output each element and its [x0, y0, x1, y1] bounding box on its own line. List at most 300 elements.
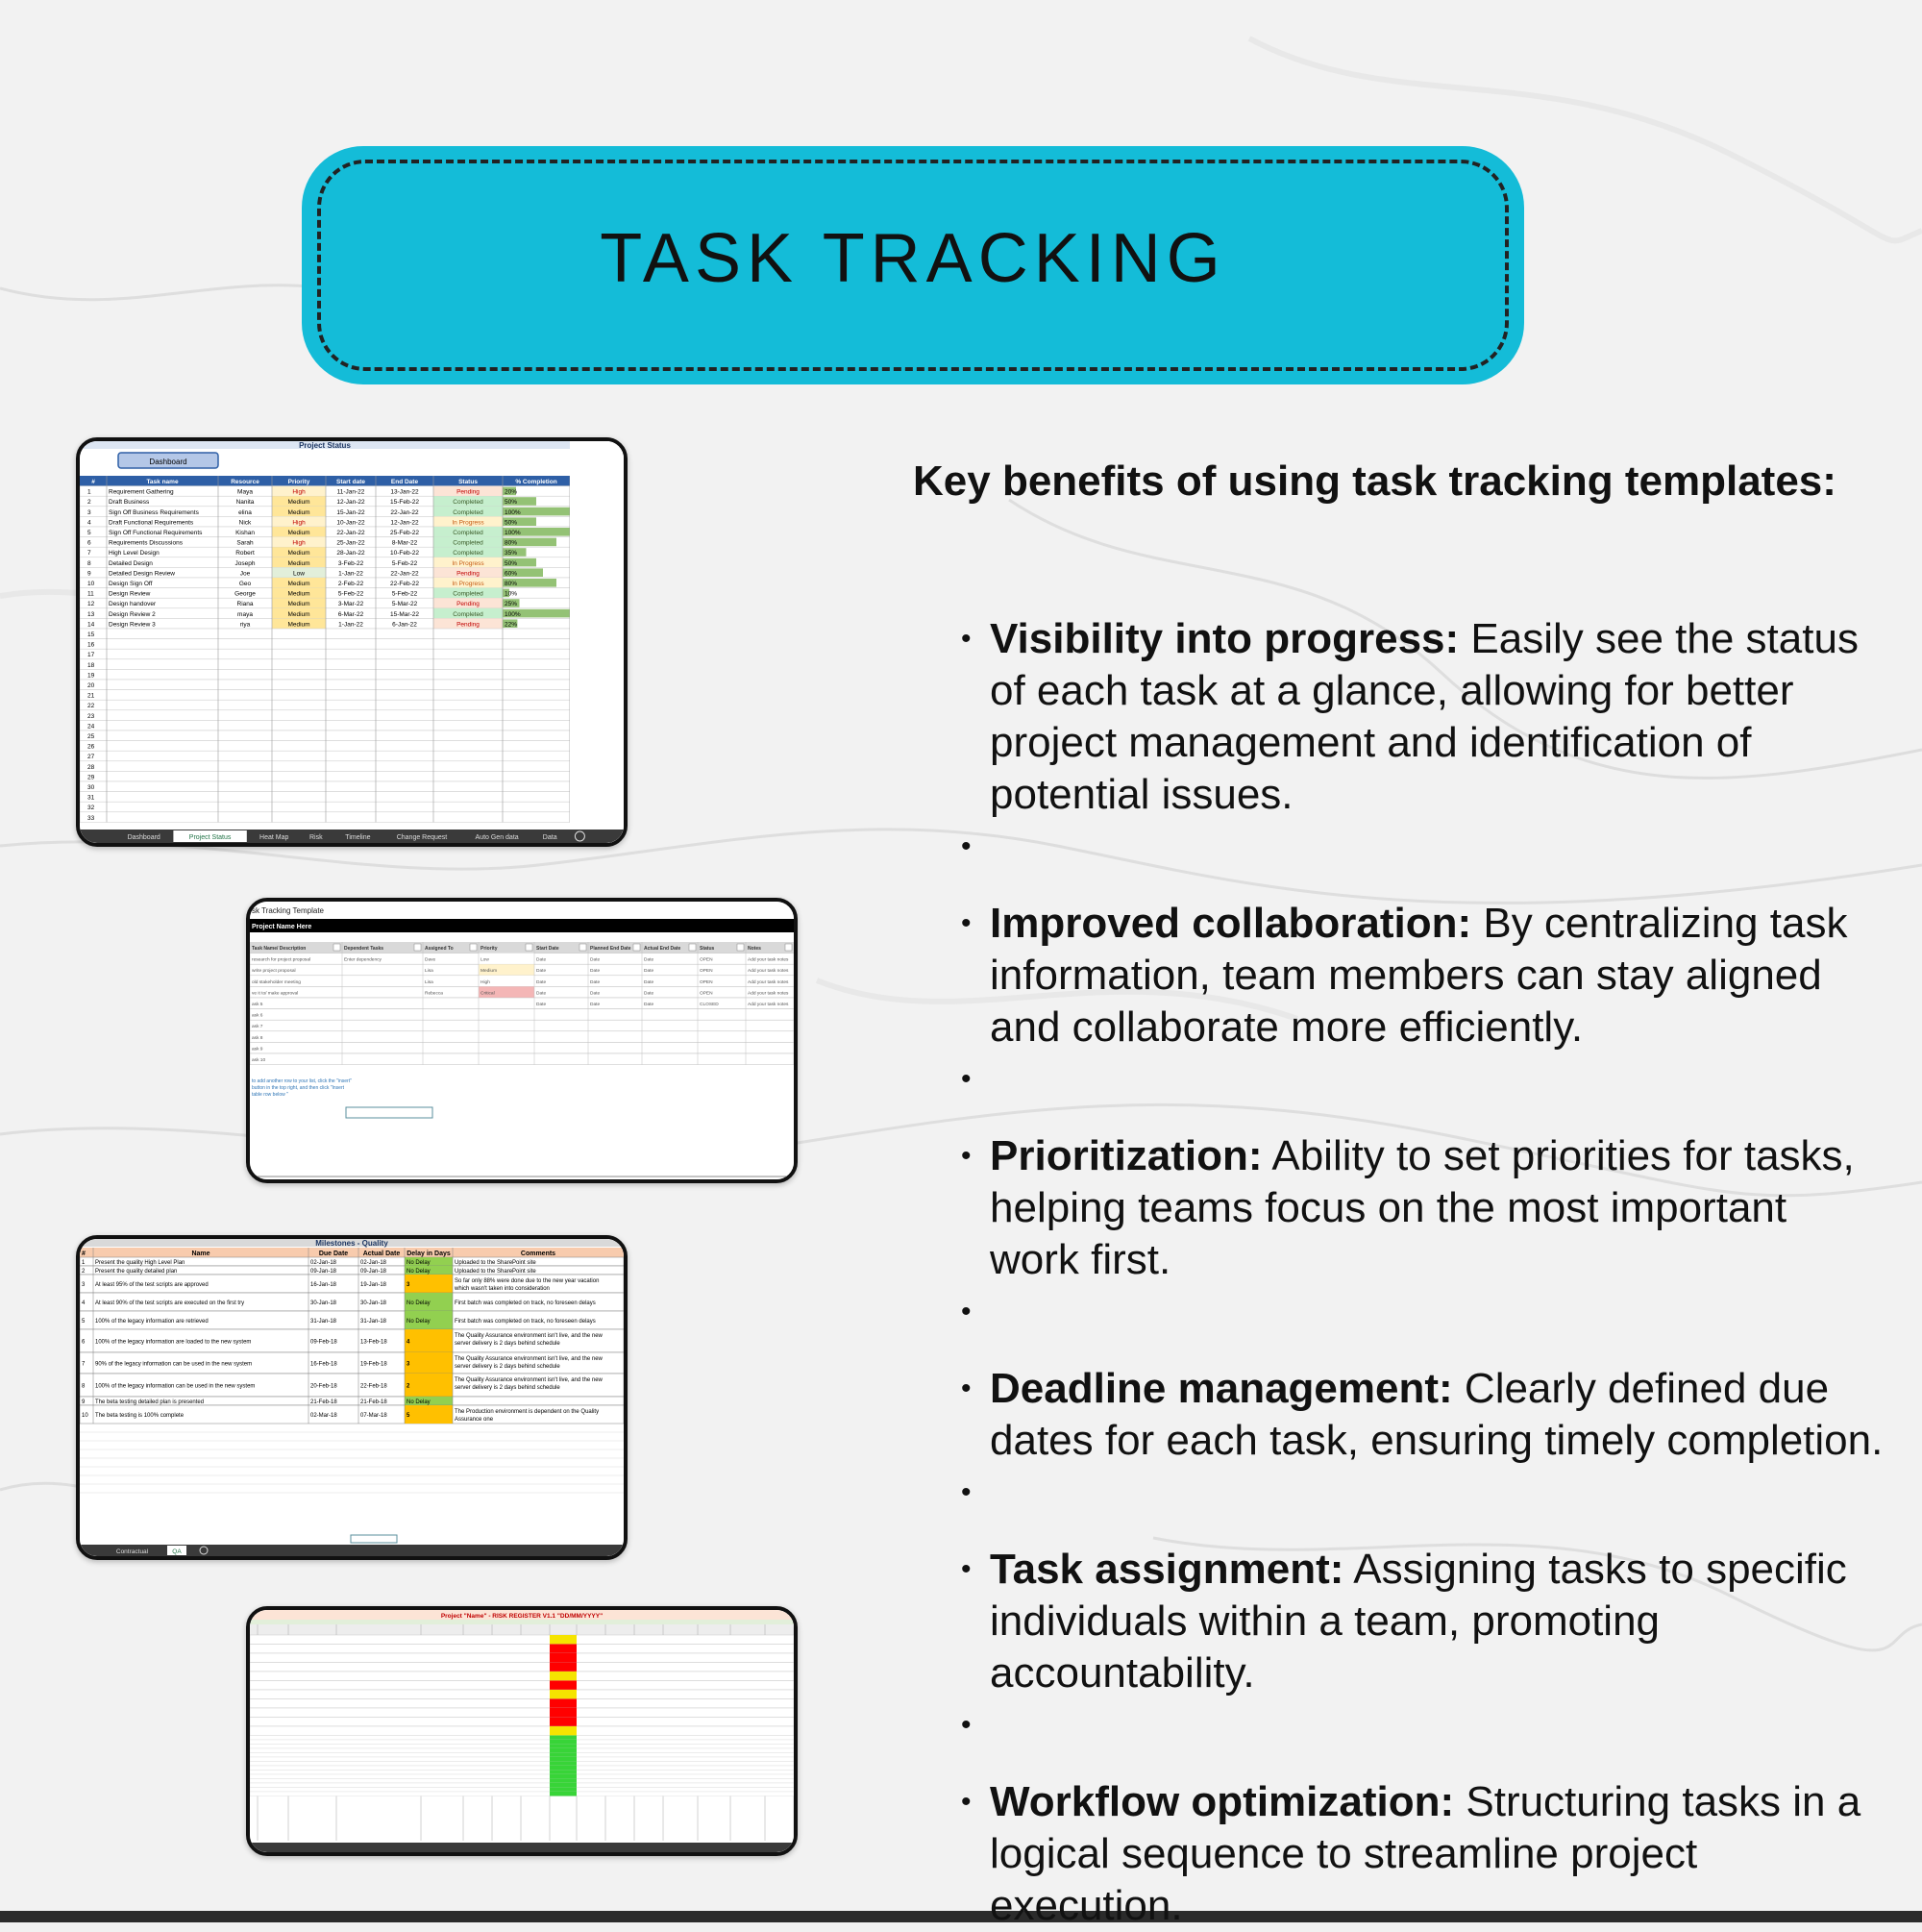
risk-rating-cell: [550, 1672, 577, 1681]
table-row: [250, 1726, 794, 1736]
table-cell: Rebecca: [425, 991, 443, 997]
table-row: [80, 751, 570, 761]
table-cell: 10-Feb-22: [390, 550, 419, 557]
delay-cell: [405, 1275, 453, 1293]
table-cell: Kishan: [235, 530, 255, 536]
table-cell: 09-Jan-18: [310, 1269, 337, 1275]
milestones-sheet: [80, 1239, 624, 1556]
table-cell: 5: [82, 1319, 86, 1325]
risk-rating-cell: [550, 1792, 577, 1796]
table-cell: 12-Jan-22: [390, 519, 419, 527]
table-cell: Critical: [480, 991, 495, 997]
table-cell: CLOSED: [700, 1003, 719, 1007]
table-cell: 6-Mar-22: [337, 610, 364, 618]
benefit-text: By centralizing task information, team members can stay aligned and collaborate more efficiently.: [990, 900, 1848, 1051]
table-row: [250, 1783, 794, 1788]
table-cell: 28-Jan-22: [336, 550, 365, 557]
table-cell: Nick: [238, 519, 252, 527]
table-cell: 15-Mar-22: [390, 610, 419, 618]
sheet-title: sk Tracking Template: [252, 906, 324, 915]
risk-rating-cell: [550, 1690, 577, 1699]
table-cell: 5: [87, 530, 91, 536]
table-cell: Riana: [236, 601, 254, 608]
table-cell: 5-Mar-22: [391, 601, 418, 608]
risk-rating-cell: [550, 1708, 577, 1718]
table-cell: 10: [87, 581, 95, 587]
table-cell: 100%: [505, 530, 521, 536]
row-number: 30: [87, 784, 95, 791]
table-cell: High: [292, 519, 306, 527]
table-row: [80, 639, 570, 650]
risk-rating-cell: [550, 1681, 577, 1691]
risk-rating-cell: [550, 1762, 577, 1767]
filter-dropdown-icon: [579, 944, 586, 951]
table-cell: Design Review: [109, 590, 151, 598]
table-cell: Lisa: [425, 969, 433, 975]
table-cell: No Delay: [407, 1319, 431, 1325]
table-cell: 7: [87, 550, 91, 557]
table-cell: The beta testing is 100% complete: [95, 1413, 185, 1419]
table-cell: Completed: [453, 539, 483, 547]
row-number: 29: [87, 774, 95, 781]
table-cell: server delivery is 2 days behind schedule: [455, 1341, 560, 1347]
empty-bullet: [961, 1699, 1884, 1751]
table-row: [250, 1762, 794, 1767]
filter-dropdown-icon: [526, 944, 532, 951]
table-cell: 16-Feb-18: [310, 1361, 337, 1368]
risk-rating-cell: [550, 1779, 577, 1784]
table-row: [250, 1690, 794, 1699]
table-cell: 4: [82, 1300, 86, 1306]
table-cell: 2: [82, 1269, 86, 1275]
table-cell: Sign Off Business Requirements: [109, 508, 199, 516]
page-title: TASK TRACKING: [600, 220, 1226, 297]
table-cell: 15-Jan-22: [336, 508, 365, 516]
table-row: [80, 771, 570, 781]
table-cell: Pending: [456, 570, 480, 578]
table-row: [250, 1053, 794, 1065]
risk-rating-cell: [550, 1699, 577, 1709]
table-row: [250, 1681, 794, 1691]
table-cell: 1: [87, 488, 91, 496]
column-header: #: [91, 479, 95, 485]
risk-rating-cell: [550, 1771, 577, 1775]
risk-rating-cell: [550, 1753, 577, 1758]
column-header: Delay in Days: [407, 1251, 451, 1257]
risk-register-screenshot: [246, 1606, 798, 1856]
table-cell: Requirement Gathering: [109, 488, 174, 496]
table-cell: Add your task notes: [748, 957, 789, 963]
table-cell: Add your task notes: [748, 979, 789, 985]
table-cell: 22-Jan-22: [336, 530, 365, 536]
sheet-tab-label: Heat Map: [259, 834, 289, 841]
table-row: [250, 1653, 794, 1663]
table-row: [250, 1740, 794, 1745]
risk-rating-cell: [550, 1726, 577, 1736]
table-cell: 20%: [505, 488, 518, 496]
filter-dropdown-icon: [414, 944, 421, 951]
table-cell: Date: [644, 969, 654, 975]
table-cell: 90% of the legacy information can be used in the new system: [95, 1361, 253, 1368]
table-cell: Medium: [287, 590, 310, 598]
table-row: [250, 1774, 794, 1779]
table-cell: Date: [536, 969, 547, 975]
empty-bullet: [961, 821, 1884, 873]
benefit-item: [961, 1130, 1884, 1286]
table-cell: OPEN: [700, 969, 713, 975]
filter-dropdown-icon: [689, 944, 696, 951]
sheet-title: Project "Name" - RISK REGISTER V1.1 "DD/MM/YYYY": [440, 1613, 604, 1620]
benefits-list: [961, 613, 1884, 1932]
table-cell: 5-Feb-22: [391, 590, 418, 598]
filter-dropdown-icon: [470, 944, 477, 951]
benefit-label: Visibility into progress:: [990, 615, 1460, 662]
table-row: [80, 720, 570, 731]
delay-cell: [405, 1405, 453, 1424]
column-header: Planned End Date: [590, 946, 631, 952]
table-cell: Pending: [456, 488, 480, 496]
table-cell: 80%: [505, 581, 518, 587]
table-cell: 3: [82, 1282, 86, 1288]
table-cell: Design Review 2: [109, 610, 156, 618]
sheet-tab-bar: [250, 1843, 794, 1852]
table-row: [250, 1788, 794, 1793]
table-cell: Medium: [287, 508, 310, 516]
table-cell: 50%: [505, 499, 518, 507]
column-header: #: [82, 1251, 86, 1257]
sheet-tab-label: Timeline: [345, 834, 371, 841]
benefit-text: Assigning tasks to specific individuals within a team, promoting accountability.: [990, 1546, 1847, 1697]
project-status-sheet: [80, 441, 624, 843]
row-number: 23: [87, 712, 95, 720]
selected-cell-outline: [346, 1107, 432, 1118]
table-cell: 16-Jan-18: [310, 1282, 337, 1288]
empty-bullet: [961, 1286, 1884, 1338]
table-row: [80, 812, 570, 823]
row-number: 19: [87, 672, 95, 680]
table-cell: 50%: [505, 559, 518, 567]
table-row: [80, 629, 570, 639]
table-cell: 10: [82, 1413, 88, 1419]
table-cell: research for project proposal: [252, 957, 311, 963]
table-cell: 30-Jan-18: [310, 1300, 337, 1306]
table-row: [250, 1766, 794, 1771]
table-cell: 100% of the legacy information are loaded to the new system: [95, 1339, 252, 1346]
table-row: [250, 1031, 794, 1043]
column-header: Status: [700, 946, 715, 952]
risk-rating-cell: [550, 1718, 577, 1727]
table-cell: Date: [590, 991, 601, 997]
table-cell: No Delay: [407, 1260, 431, 1266]
table-cell: 19-Feb-18: [360, 1361, 387, 1368]
table-cell: Low: [293, 570, 305, 578]
table-cell: Joseph: [234, 559, 256, 567]
table-cell: Nanita: [235, 499, 255, 507]
table-cell: High: [292, 488, 306, 496]
table-cell: 3-Mar-22: [337, 601, 364, 608]
table-row: [250, 1736, 794, 1741]
table-cell: ask 9: [252, 1047, 263, 1053]
table-cell: 4: [407, 1339, 410, 1346]
table-cell: Completed: [453, 530, 483, 536]
table-row: [250, 1672, 794, 1681]
table-row: [80, 731, 570, 741]
table-cell: Design Sign Off: [109, 581, 153, 587]
table-cell: Detailed Design Review: [109, 570, 176, 578]
sheet-tab-label: Contractual: [115, 1548, 149, 1555]
header-band: [250, 1620, 794, 1624]
table-row: [80, 781, 570, 792]
table-cell: The Production environment is dependent on the Quality: [455, 1409, 600, 1415]
row-number: 22: [87, 703, 95, 710]
empty-bullet: [961, 1053, 1884, 1105]
table-cell: 21-Feb-18: [310, 1399, 337, 1405]
table-cell: 9: [87, 570, 91, 578]
sheet-tab-label: Risk: [308, 834, 323, 841]
column-header: Actual End Date: [644, 946, 681, 952]
risk-rating-cell: [550, 1757, 577, 1762]
table-cell: Date: [536, 991, 547, 997]
sheet-title: Project Status: [299, 441, 351, 450]
table-cell: The Quality Assurance environment isn't live, and the new: [455, 1333, 603, 1339]
table-cell: Date: [644, 1003, 654, 1007]
table-cell: The Quality Assurance environment isn't live, and the new: [455, 1377, 603, 1383]
table-cell: No Delay: [407, 1269, 431, 1275]
table-row: [80, 802, 570, 812]
column-header: Priority: [480, 946, 498, 952]
column-header: Comments: [520, 1251, 556, 1257]
table-cell: 35%: [505, 550, 518, 557]
risk-rating-cell: [550, 1766, 577, 1771]
risk-rating-cell: [550, 1783, 577, 1788]
risk-rating-cell: [550, 1774, 577, 1779]
column-header: Due Date: [318, 1251, 349, 1257]
table-cell: The Quality Assurance environment isn't live, and the new: [455, 1356, 603, 1362]
table-cell: 31-Jan-18: [360, 1319, 387, 1325]
table-cell: 11: [87, 590, 94, 598]
column-header: Start date: [336, 479, 365, 485]
table-cell: Add your task notes: [748, 1003, 789, 1007]
table-cell: Date: [644, 991, 654, 997]
instruction-note: to add another row to your list, click the "insert": [252, 1078, 352, 1084]
task-tracking-template-screenshot: [246, 898, 798, 1183]
table-cell: No Delay: [407, 1399, 431, 1405]
table-cell: 8: [87, 559, 91, 567]
risk-rating-cell: [550, 1645, 577, 1654]
table-cell: 13: [87, 610, 95, 618]
sheet-tab-label: Change Request: [396, 834, 448, 841]
table-header: [250, 1624, 794, 1635]
row-number: 33: [87, 814, 95, 822]
table-cell: 15-Feb-22: [390, 499, 419, 507]
table-row: [80, 761, 570, 772]
project-status-screenshot: [76, 437, 628, 847]
risk-rating-cell: [550, 1788, 577, 1793]
table-cell: 50%: [505, 519, 518, 527]
empty-bullet: [961, 1467, 1884, 1519]
table-cell: 19-Jan-18: [360, 1282, 387, 1288]
dashboard-button-label: Dashboard: [149, 458, 187, 466]
table-cell: Date: [590, 957, 601, 963]
table-cell: 100% of the legacy information can be used in the new system: [95, 1383, 256, 1390]
table-cell: 10%: [505, 590, 518, 598]
delay-cell: [405, 1329, 453, 1352]
table-cell: 6-Jan-22: [392, 621, 417, 629]
table-cell: First batch was completed on track, no foreseen delays: [455, 1300, 596, 1306]
row-number: 26: [87, 743, 95, 751]
table-cell: In Progress: [452, 559, 484, 567]
table-cell: Sign Off Functional Requirements: [109, 530, 203, 536]
table-cell: Medium: [287, 530, 310, 536]
table-row: [80, 741, 570, 752]
table-cell: Medium: [287, 621, 310, 629]
table-cell: 3: [407, 1282, 410, 1288]
table-cell: ask 5: [252, 1003, 263, 1007]
table-cell: which wasn't taken into consideration: [455, 1286, 550, 1292]
table-cell: Design handover: [109, 601, 157, 608]
table-cell: 3-Feb-22: [337, 559, 364, 567]
table-cell: High: [480, 979, 490, 985]
table-cell: The beta testing detailed plan is presented: [95, 1399, 205, 1405]
table-cell: Medium: [480, 969, 498, 975]
table-cell: In Progress: [452, 519, 484, 527]
table-cell: No Delay: [407, 1300, 431, 1306]
table-cell: 1-Jan-22: [338, 621, 363, 629]
table-row: [80, 680, 570, 690]
table-cell: Medium: [287, 499, 310, 507]
table-cell: ask 7: [252, 1025, 263, 1030]
table-cell: Medium: [287, 601, 310, 608]
table-cell: So far only 88% were done due to the new year vacation: [455, 1278, 600, 1284]
column-header: Priority: [287, 479, 310, 485]
benefit-item: [961, 898, 1884, 1053]
sheet-margin: [570, 441, 624, 843]
table-row: [250, 1745, 794, 1749]
table-cell: Present the quality High Level Plan: [95, 1260, 185, 1266]
table-cell: 5-Feb-22: [337, 590, 364, 598]
column-header: Start Date: [536, 946, 559, 952]
table-cell: 09-Feb-18: [310, 1339, 337, 1346]
table-cell: 25-Jan-22: [336, 539, 365, 547]
filter-dropdown-icon: [737, 944, 744, 951]
table-cell: OPEN: [700, 979, 713, 985]
milestones-screenshot: [76, 1235, 628, 1560]
table-cell: Dave: [425, 957, 436, 963]
table-cell: Joe: [239, 570, 251, 578]
table-cell: First batch was completed on track, no foreseen delays: [455, 1319, 596, 1325]
table-row: [250, 1635, 794, 1645]
table-cell: 3: [407, 1361, 410, 1368]
benefit-text: Clearly defined due dates for each task, ensuring timely completion.: [990, 1365, 1884, 1464]
sheet-tab-label: Project Status: [188, 834, 232, 841]
table-cell: ask 6: [252, 1013, 263, 1019]
benefit-text: Structuring tasks in a logical sequence to streamline project execution.: [990, 1778, 1861, 1929]
table-cell: Requirements Discussions: [109, 539, 183, 547]
table-cell: Medium: [287, 581, 310, 587]
risk-rating-cell: [550, 1745, 577, 1749]
row-number: 32: [87, 805, 95, 812]
benefit-text: Ability to set priorities for tasks, helping teams focus on the most important work first.: [990, 1132, 1855, 1283]
table-cell: Medium: [287, 559, 310, 567]
table-cell: Date: [536, 979, 547, 985]
table-cell: ask 8: [252, 1035, 263, 1041]
table-cell: In Progress: [452, 581, 484, 587]
table-cell: 1: [82, 1260, 86, 1266]
sheet-tab-label: Dashboard: [127, 834, 160, 841]
table-cell: Detailed Design: [109, 559, 153, 567]
row-number: 16: [87, 641, 95, 649]
table-row: [250, 1757, 794, 1762]
table-cell: 14: [87, 621, 95, 629]
table-cell: 6: [82, 1339, 86, 1346]
table-cell: Date: [536, 957, 547, 963]
benefits-heading: Key benefits of using task tracking templates:: [913, 458, 1836, 505]
table-cell: High: [292, 539, 306, 547]
table-cell: Pending: [456, 601, 480, 608]
risk-rating-cell: [550, 1663, 577, 1672]
table-row: [250, 1042, 794, 1053]
table-cell: Uploaded to the SharePoint site: [455, 1269, 536, 1275]
table-cell: 11-Jan-22: [336, 488, 365, 496]
table-cell: 25-Feb-22: [390, 530, 419, 536]
benefit-item: [961, 613, 1884, 821]
risk-rating-cell: [550, 1748, 577, 1753]
row-number: 15: [87, 632, 95, 638]
table-cell: 22-Feb-18: [360, 1383, 387, 1390]
table-cell: Assurance one: [455, 1417, 494, 1423]
table-cell: 13-Feb-18: [360, 1339, 387, 1346]
sheet-tab-label: Auto Gen data: [475, 834, 519, 841]
table-cell: 02-Jan-18: [360, 1260, 387, 1266]
benefit-text: Easily see the status of each task at a glance, allowing for better project management and identification of potential issues.: [990, 615, 1859, 818]
table-row: [250, 1718, 794, 1727]
benefit-item: [961, 1363, 1884, 1467]
column-header: Name: [191, 1251, 210, 1257]
table-cell: 7: [82, 1361, 86, 1368]
table-cell: Draft Functional Requirements: [109, 519, 194, 527]
column-header: Assigned To: [425, 946, 454, 952]
delay-cell: [405, 1352, 453, 1374]
table-cell: 31-Jan-18: [310, 1319, 337, 1325]
benefit-label: Task assignment:: [990, 1546, 1344, 1593]
table-cell: 12-Jan-22: [336, 499, 365, 507]
task-tracking-sheet: [250, 902, 794, 1179]
table-cell: 20-Feb-18: [310, 1383, 337, 1390]
table-cell: 8-Mar-22: [391, 539, 418, 547]
table-cell: 80%: [505, 539, 518, 547]
table-row: [250, 1645, 794, 1654]
table-cell: Lisa: [425, 979, 433, 985]
table-row: [80, 700, 570, 710]
table-cell: Date: [590, 969, 601, 975]
row-number: 27: [87, 754, 95, 761]
column-header: Task name: [146, 479, 179, 485]
table-row: [250, 1748, 794, 1753]
column-header: Notes: [748, 946, 761, 952]
filter-dropdown-icon: [333, 944, 340, 951]
table-row: [80, 710, 570, 721]
table-cell: Date: [644, 979, 654, 985]
table-row: [80, 649, 570, 659]
table-cell: 60%: [505, 570, 518, 578]
table-cell: 8: [82, 1383, 86, 1390]
sheet-tab-label: Data: [542, 834, 557, 841]
project-name: Project Name Here: [252, 924, 312, 930]
column-header: Dependent Tasks: [344, 946, 384, 952]
table-row: [250, 1009, 794, 1021]
table-cell: Add your task notes: [748, 991, 789, 997]
table-cell: ve it to/ make approval: [252, 991, 299, 997]
